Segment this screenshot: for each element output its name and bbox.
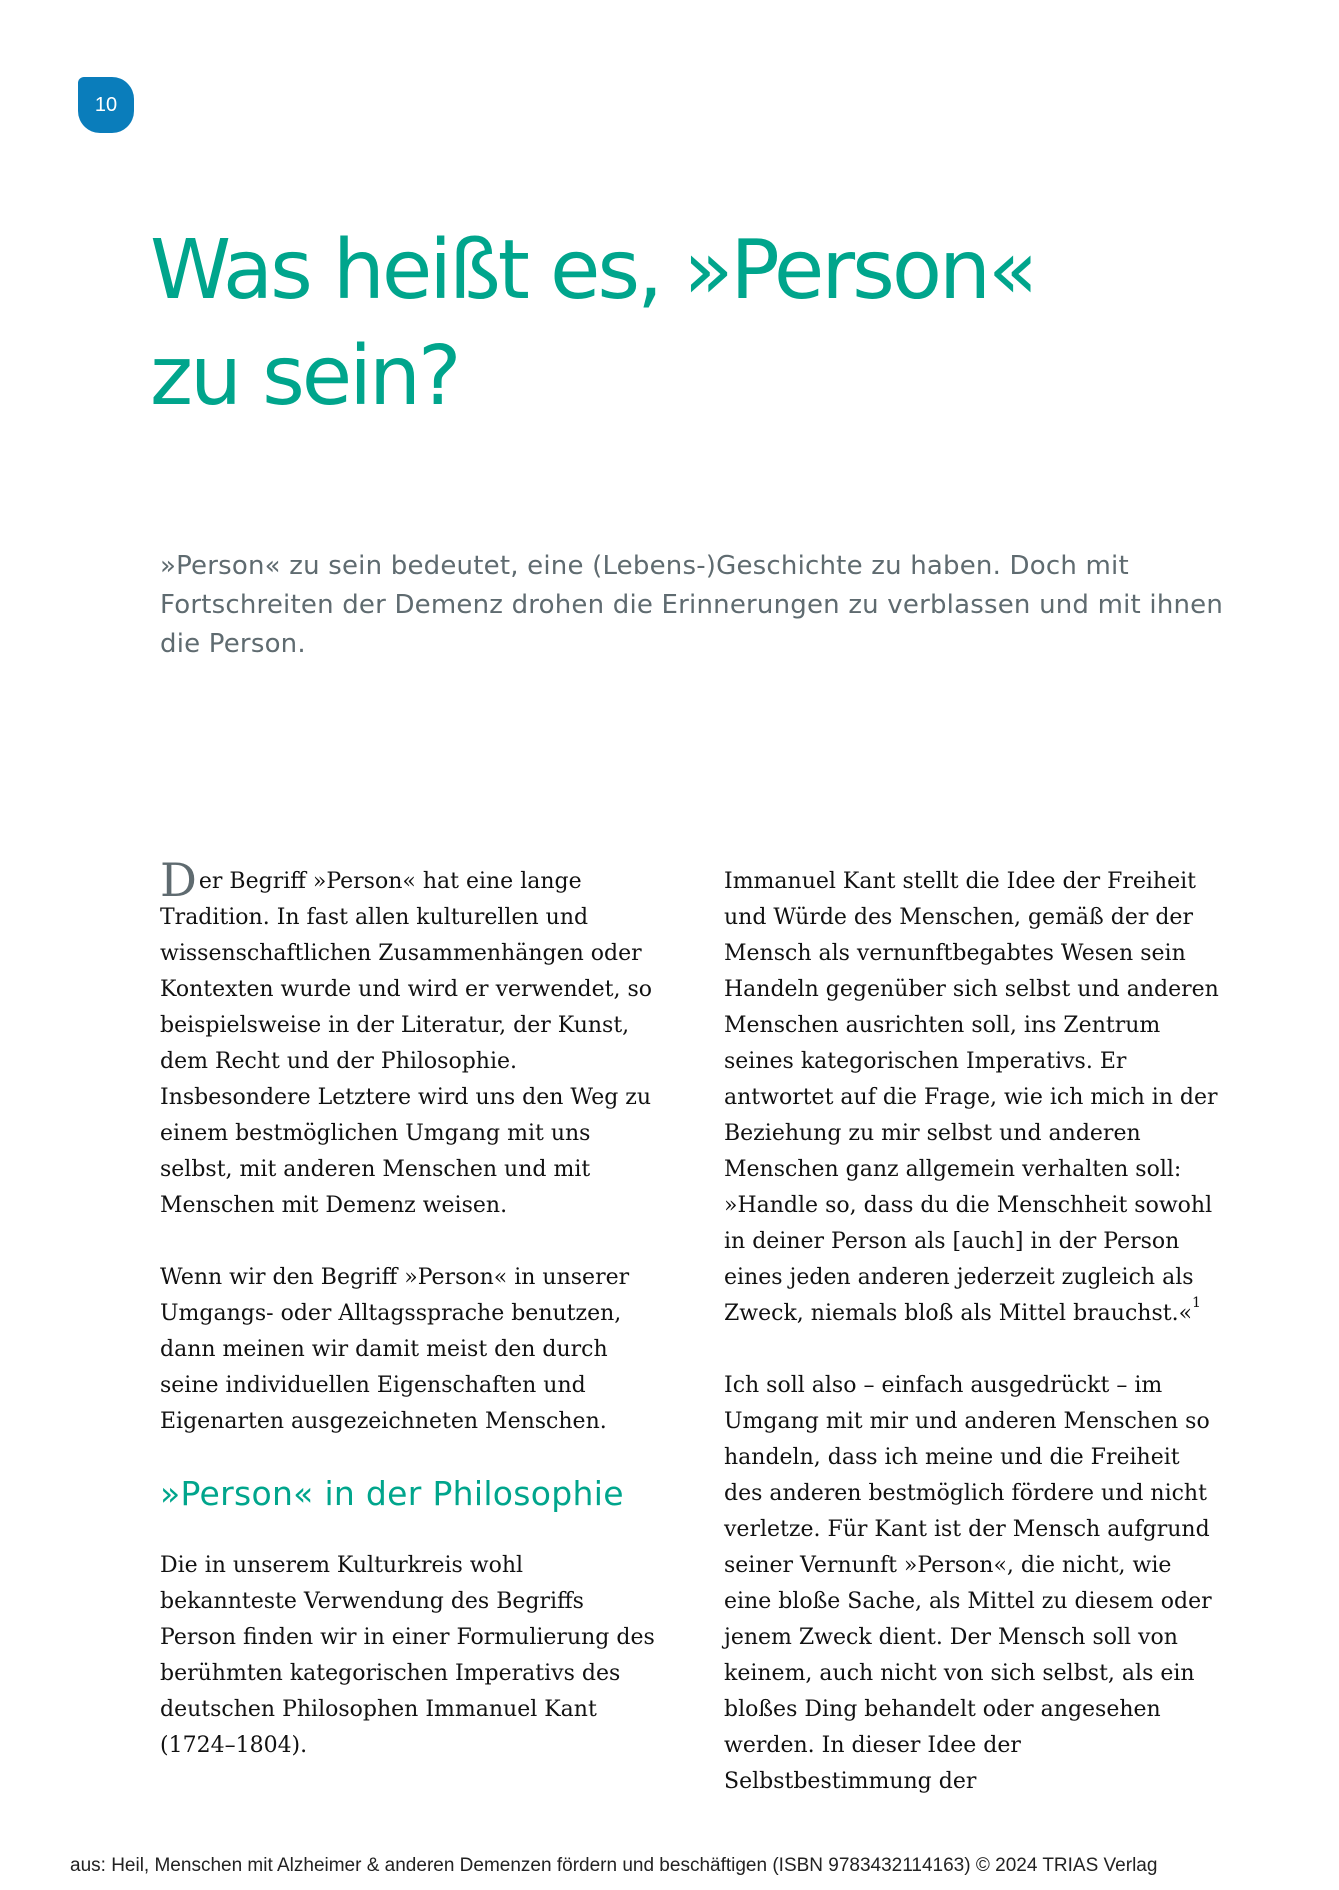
page-title	[150, 218, 1250, 430]
kant-quote-text: Immanuel Kant stellt die Idee der Freiheit und Würde des Menschen, gemäß der der Mensch als vernunftbegabtes Wesen sein Handeln gegenüber sich selbst und anderen Menschen ausrichten soll, ins Zentrum seines kategorischen Imperativs. Er antwortet auf die Frage, wie ich mich in der Beziehung zu mir selbst und anderen Menschen ganz allgemein verhalten soll: »Handle so, dass du die Menschheit sowohl in deiner Person als [auch] in der Person eines jeden anderen jederzeit zugleich als Zweck, niemals bloß als Mittel brauchst.«	[724, 869, 1219, 1326]
source-footer: aus: Heil, Menschen mit Alzheimer & anderen Demenzen fördern und beschäftigen (ISBN 9783432114163) © 2024 TRIAS Verlag	[70, 1855, 1158, 1876]
paragraph-1-text: er Begriff »Person« hat eine lange Tradition. In fast allen kulturellen und wissenschaftlichen Zusammenhängen oder Kontexten wurde und wird er verwendet, so beispielsweise in der Literatur, der Kunst, dem Recht und der Philosophie. Insbesondere Letztere wird uns den Weg zu einem bestmöglichen Umgang mit uns selbst, mit anderen Menschen und mit Menschen mit Demenz weisen.	[160, 869, 653, 1218]
footnote-ref[interactable]: 1	[1192, 1295, 1201, 1311]
drop-cap: D	[160, 853, 197, 907]
paragraph-kant-quote	[724, 864, 1224, 1332]
title-line-2: zu sein?	[150, 329, 459, 424]
intro-lead: »Person« zu sein bedeutet, eine (Lebens-)Geschichte zu haben. Doch mit Fortschreiten der Demenz drohen die Erinnerungen zu verblassen und mit ihnen die Person.	[160, 551, 1224, 659]
paragraph-2: Wenn wir den Begriff »Person« in unserer Umgangs- oder Alltagssprache benutzen, dann meinen wir damit meist den durch seine individuellen Eigenschaften und Eigenarten ausgezeichneten Menschen.	[160, 1265, 630, 1434]
left-column	[160, 853, 660, 1764]
paragraph-kant-explained: Ich soll also – einfach ausgedrückt – im Umgang mit mir und anderen Menschen so handeln, dass ich meine und die Freiheit des anderen bestmöglich fördere und nicht verletze. Für Kant ist der Mensch aufgrund seiner Vernunft »Person«, die nicht, wie eine bloße Sache, als Mittel zu diesem oder jenem Zweck dient. Der Mensch soll von keinem, auch nicht von sich selbst, als ein bloßes Ding behandelt oder angesehen werden. In dieser Idee der Selbstbestimmung der	[724, 1373, 1212, 1794]
paragraph-1	[160, 853, 660, 1224]
page-number: 10	[94, 93, 118, 116]
page-number-badge	[78, 77, 134, 133]
paragraph-3: Die in unserem Kulturkreis wohl bekannteste Verwendung des Begriffs Person finden wir in einer Formulierung des berühmten kategorischen Imperativs des deutschen Philosophen Immanuel Kant (1724–1804).	[160, 1553, 655, 1758]
section-heading: »Person« in der Philosophie	[160, 1474, 624, 1513]
title-line-1: Was heißt es, »Person«	[150, 223, 1036, 318]
right-column	[724, 864, 1224, 1800]
